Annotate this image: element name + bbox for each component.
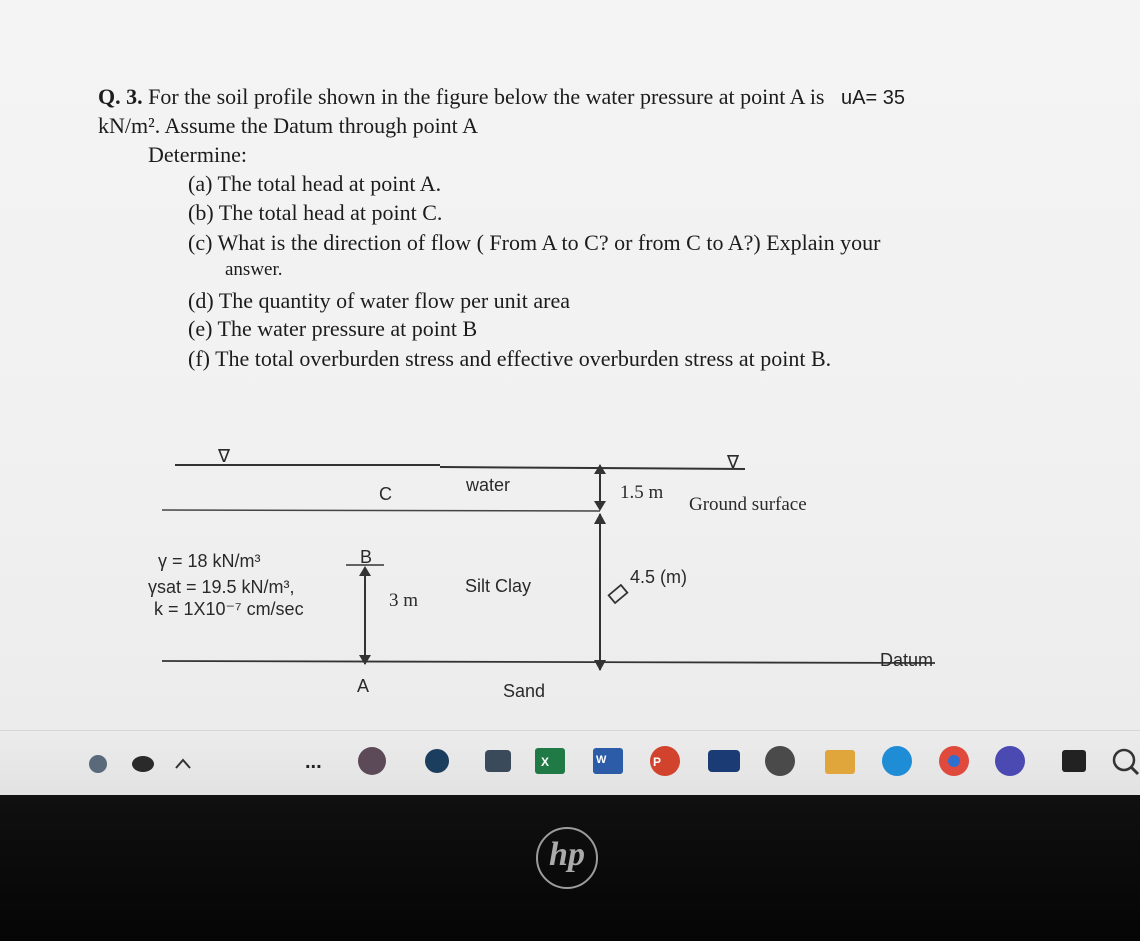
excel-icon[interactable] bbox=[535, 748, 565, 774]
system-tray-left bbox=[89, 755, 190, 773]
taskbar-overflow[interactable]: ... bbox=[305, 751, 322, 773]
item-f-text: The total overburden stress and effective overburden stress at point B. bbox=[215, 346, 832, 371]
item-e-text: The water pressure at point B bbox=[217, 316, 478, 341]
dim-arrowhead-top-2 bbox=[594, 513, 606, 524]
point-c-label: C bbox=[379, 484, 392, 504]
sat-unit-weight-label: γsat = 19.5 kN/m³, bbox=[148, 577, 295, 597]
dim-3m-label: 3 m bbox=[389, 590, 419, 611]
item-c-text: What is the direction of flow ( From A to C? or from C to A?) Explain your bbox=[217, 230, 881, 255]
water-level-symbol-right: ∇ bbox=[727, 452, 740, 472]
question-line-2: kN/m². Assume the Datum through point A bbox=[98, 113, 478, 138]
point-b-label: B bbox=[360, 547, 373, 567]
excel-icon-letter: X bbox=[541, 755, 550, 769]
datum-label: Datum bbox=[880, 650, 934, 670]
search-icon-handle bbox=[1131, 767, 1138, 774]
item-e-label: (e) bbox=[188, 316, 213, 341]
sand-label: Sand bbox=[503, 681, 546, 701]
dim-1-5m-label: 1.5 m bbox=[620, 482, 664, 503]
item-a-text: The total head at point A. bbox=[217, 171, 442, 196]
mail-icon[interactable] bbox=[708, 750, 740, 772]
ground-surface-line bbox=[162, 510, 600, 511]
powerpoint-icon-letter: P bbox=[653, 755, 662, 769]
item-b-label: (b) bbox=[188, 200, 214, 225]
whatsapp-icon[interactable] bbox=[765, 746, 795, 776]
chevron-up-icon[interactable] bbox=[176, 760, 190, 768]
item-f-label: (f) bbox=[188, 346, 210, 371]
files-icon[interactable] bbox=[825, 750, 855, 774]
weather-icon[interactable] bbox=[89, 755, 107, 773]
dim-3m-arrowhead-top bbox=[359, 566, 371, 576]
cloud-icon[interactable] bbox=[132, 756, 154, 772]
ground-surface-label: Ground surface bbox=[689, 494, 807, 515]
water-level-right bbox=[440, 467, 745, 469]
unit-weight-label: γ = 18 kN/m³ bbox=[158, 551, 261, 571]
dim-4-5m-label: 4.5 (m) bbox=[630, 567, 688, 587]
chrome-center bbox=[948, 755, 960, 767]
point-a-label: A bbox=[357, 676, 370, 696]
item-c-continued: answer. bbox=[225, 259, 283, 280]
item-d-text: The quantity of water flow per unit area bbox=[218, 288, 571, 313]
taskbar-icons bbox=[0, 730, 1140, 795]
ua-value: uA= 35 bbox=[841, 87, 905, 109]
file-explorer-icon[interactable] bbox=[358, 747, 386, 775]
item-b-text: The total head at point C. bbox=[218, 200, 443, 225]
hp-logo: hp bbox=[536, 827, 598, 889]
permeability-label: k = 1X10⁻⁷ cm/sec bbox=[154, 599, 304, 619]
eraser-cursor-icon bbox=[609, 585, 628, 603]
item-a-label: (a) bbox=[188, 171, 213, 196]
dim-arrowhead-bottom bbox=[594, 501, 606, 511]
item-c-label: (c) bbox=[188, 230, 213, 255]
terminal-icon[interactable] bbox=[1062, 750, 1086, 772]
silt-clay-label: Silt Clay bbox=[465, 576, 532, 596]
water-label: water bbox=[466, 475, 511, 495]
media-icon[interactable] bbox=[485, 750, 511, 772]
word-icon-letter: W bbox=[596, 754, 607, 766]
edge-icon[interactable] bbox=[882, 746, 912, 776]
determine-label: Determine: bbox=[148, 142, 247, 167]
teams-icon[interactable] bbox=[995, 746, 1025, 776]
question-text-1: For the soil profile shown in the figure below the water pressure at point A is bbox=[148, 84, 825, 109]
paint-icon[interactable] bbox=[425, 749, 449, 773]
datum-line bbox=[162, 661, 935, 663]
question-number: Q. 3. bbox=[98, 84, 143, 109]
item-d-label: (d) bbox=[188, 288, 214, 313]
water-level-symbol-left: ∇ bbox=[218, 446, 231, 466]
dim-3m-arrowhead-bottom bbox=[359, 655, 371, 665]
